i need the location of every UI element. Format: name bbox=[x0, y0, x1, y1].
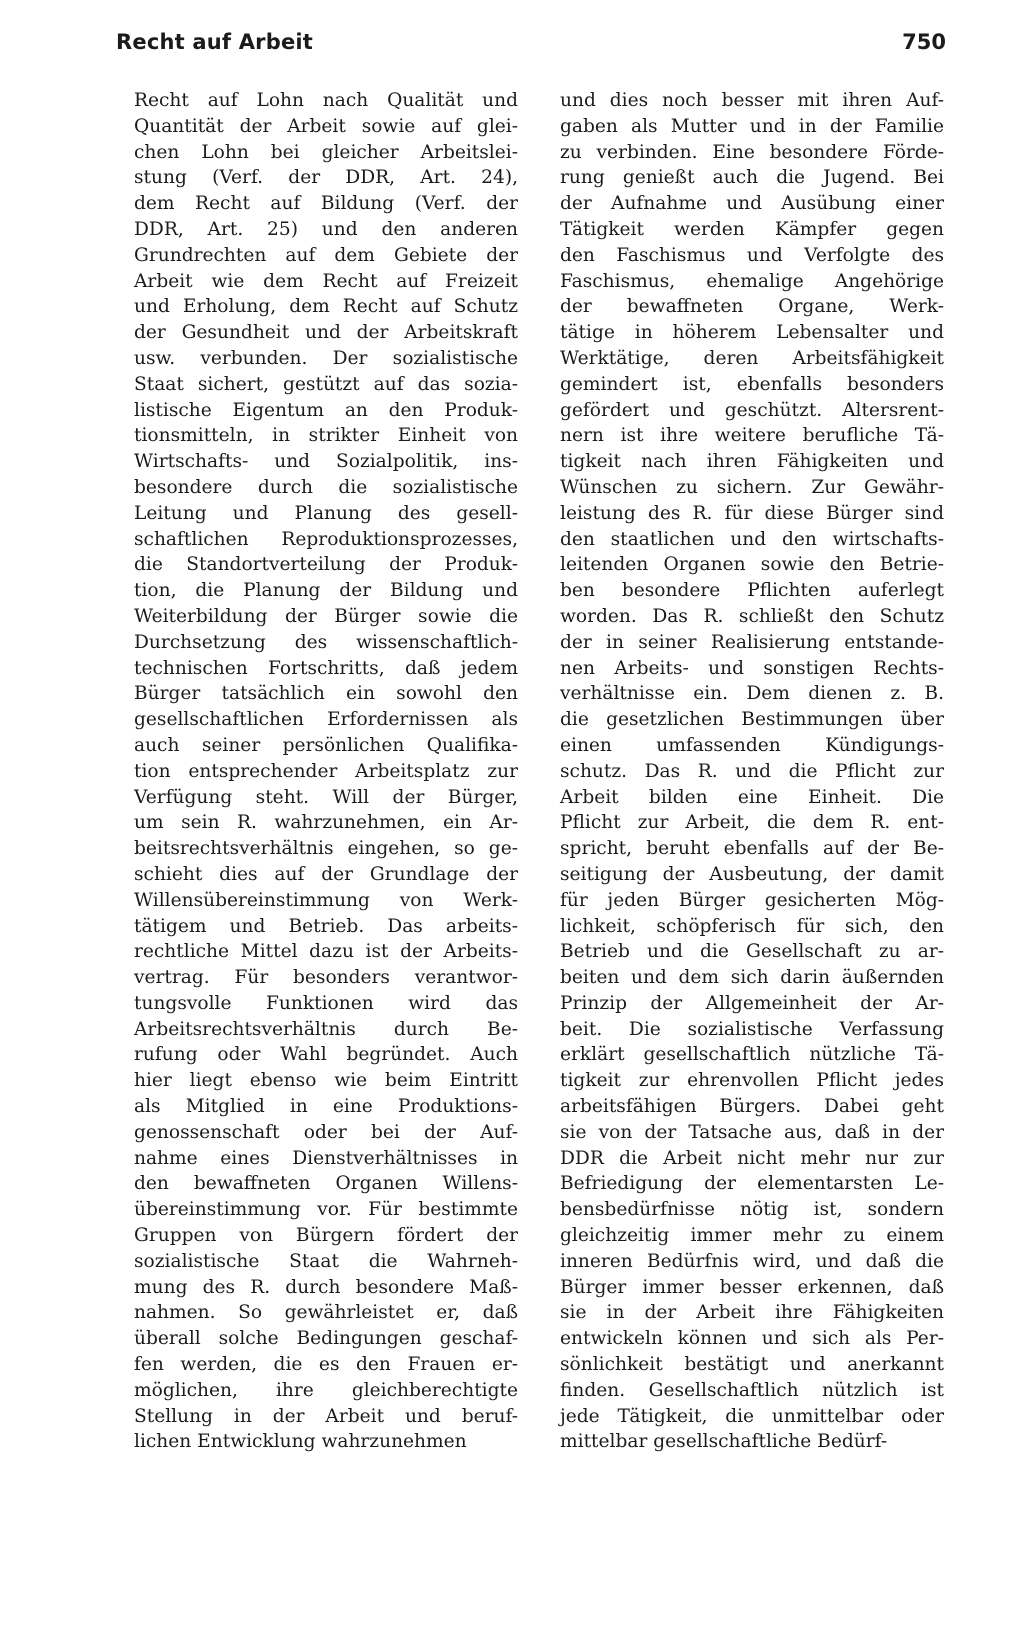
text-line: listische Eigentum an den Produk- bbox=[134, 399, 518, 421]
text-line: einen umfassenden Kündigungs- bbox=[560, 734, 944, 756]
text-line: arbeitsfähigen Bürgers. Dabei geht bbox=[560, 1096, 944, 1118]
text-line: finden. Gesellschaftlich nützlich ist bbox=[560, 1379, 944, 1401]
text-line: Bürger tatsächlich ein sowohl den bbox=[134, 683, 518, 705]
text-line: rung genießt auch die Jugend. Bei bbox=[560, 167, 944, 189]
text-line: sie in der Arbeit ihre Fähigkeiten bbox=[560, 1302, 944, 1324]
text-line: Gruppen von Bürgern fördert der bbox=[134, 1225, 518, 1247]
text-line: den bewaffneten Organen Willens- bbox=[134, 1173, 518, 1195]
text-line: Betrieb und die Gesellschaft zu ar- bbox=[560, 941, 944, 963]
text-line: möglichen, ihre gleichberechtigte bbox=[134, 1379, 518, 1401]
text-line: Quantität der Arbeit sowie auf glei- bbox=[134, 115, 518, 137]
text-line: ben besondere Pflichten auferlegt bbox=[560, 580, 944, 602]
text-line: Weiterbildung der Bürger sowie die bbox=[134, 605, 518, 627]
text-line: leistung des R. für diese Bürger sind bbox=[560, 502, 944, 524]
text-line: Arbeit bilden eine Einheit. Die bbox=[560, 786, 944, 808]
text-line: inneren Bedürfnis wird, und daß die bbox=[560, 1250, 944, 1272]
text-line: Prinzip der Allgemeinheit der Ar- bbox=[560, 992, 944, 1014]
text-line: vertrag. Für besonders verantwor- bbox=[134, 967, 518, 989]
text-line: Stellung in der Arbeit und beruf- bbox=[134, 1405, 518, 1427]
text-line: rechtliche Mittel dazu ist der Arbeits- bbox=[134, 941, 518, 963]
text-line: Tätigkeit werden Kämpfer gegen bbox=[560, 218, 944, 240]
text-line: tätige in höherem Lebensalter und bbox=[560, 322, 944, 344]
text-line: sie von der Tatsache aus, daß in der bbox=[560, 1121, 944, 1143]
text-line: technischen Fortschritts, daß jedem bbox=[134, 657, 518, 679]
text-line: chen Lohn bei gleicher Arbeitslei- bbox=[134, 141, 518, 163]
text-line: tätigem und Betrieb. Das arbeits- bbox=[134, 915, 518, 937]
text-line: als Mitglied in eine Produktions- bbox=[134, 1096, 518, 1118]
text-line: die gesetzlichen Bestimmungen über bbox=[560, 709, 944, 731]
text-line: Befriedigung der elementarsten Le- bbox=[560, 1173, 944, 1195]
text-line: dem Recht auf Bildung (Verf. der bbox=[134, 193, 518, 215]
text-line: nahmen. So gewährleistet er, daß bbox=[134, 1302, 518, 1324]
text-line: der Gesundheit und der Arbeitskraft bbox=[134, 322, 518, 344]
text-line: rufung oder Wahl begründet. Auch bbox=[134, 1044, 518, 1066]
page-header bbox=[116, 30, 946, 70]
text-line: nern ist ihre weitere berufliche Tä- bbox=[560, 425, 944, 447]
text-line: Wünschen zu sichern. Zur Gewähr- bbox=[560, 476, 944, 498]
text-line: tion entsprechender Arbeitsplatz zur bbox=[134, 760, 518, 782]
text-line: für jeden Bürger gesicherten Mög- bbox=[560, 889, 944, 911]
text-line: zu verbinden. Eine besondere Förde- bbox=[560, 141, 944, 163]
text-line: verhältnisse ein. Dem dienen z. B. bbox=[560, 683, 944, 705]
text-line: gaben als Mutter und in der Familie bbox=[560, 115, 944, 137]
text-line: auch seiner persönlichen Qualifika- bbox=[134, 734, 518, 756]
text-line: tigkeit nach ihren Fähigkeiten und bbox=[560, 451, 944, 473]
text-line: Recht auf Lohn nach Qualität und bbox=[134, 90, 518, 111]
text-line: lichen Entwicklung wahrzunehmen bbox=[134, 1431, 467, 1453]
text-line: Werktätige, deren Arbeitsfähigkeit bbox=[560, 347, 944, 369]
text-line: Bürger immer besser erkennen, daß bbox=[560, 1276, 944, 1298]
text-line: schaftlichen Reproduktionsprozesses, bbox=[134, 528, 518, 550]
text-line: tionsmitteln, in strikter Einheit von bbox=[134, 425, 518, 447]
text-line: besondere durch die sozialistische bbox=[134, 476, 518, 498]
text-line: und dies noch besser mit ihren Auf- bbox=[560, 90, 944, 111]
page-number: 750 bbox=[902, 30, 946, 54]
text-line: Durchsetzung des wissenschaftlich- bbox=[134, 631, 518, 653]
text-line: Staat sichert, gestützt auf das sozia- bbox=[134, 373, 518, 395]
text-line: der bewaffneten Organe, Werk- bbox=[560, 296, 944, 318]
text-line: lichkeit, schöpferisch für sich, den bbox=[560, 915, 944, 937]
text-line: tungsvolle Funktionen wird das bbox=[134, 992, 518, 1014]
text-line: beiten und dem sich darin äußernden bbox=[560, 967, 944, 989]
text-line: fen werden, die es den Frauen er- bbox=[134, 1354, 518, 1376]
text-line: DDR, Art. 25) und den anderen bbox=[134, 218, 518, 240]
text-line: mung des R. durch besondere Maß- bbox=[134, 1276, 518, 1298]
text-line: beit. Die sozialistische Verfassung bbox=[560, 1018, 944, 1040]
text-line: Verfügung steht. Will der Bürger, bbox=[134, 786, 518, 808]
text-line: Arbeit wie dem Recht auf Freizeit bbox=[134, 270, 518, 292]
text-line: nahme eines Dienstverhältnisses in bbox=[134, 1147, 518, 1169]
text-column-right bbox=[560, 88, 944, 1455]
text-line: stung (Verf. der DDR, Art. 24), bbox=[134, 167, 518, 189]
text-line: Faschismus, ehemalige Angehörige bbox=[560, 270, 944, 292]
text-line: gesellschaftlichen Erfordernissen als bbox=[134, 709, 518, 731]
text-line: erklärt gesellschaftlich nützliche Tä- bbox=[560, 1044, 944, 1066]
text-line: nen Arbeits- und sonstigen Rechts- bbox=[560, 657, 944, 679]
text-line: gemindert ist, ebenfalls besonders bbox=[560, 373, 944, 395]
running-head: Recht auf Arbeit bbox=[116, 30, 314, 54]
text-line: sönlichkeit bestätigt und anerkannt bbox=[560, 1354, 944, 1376]
text-line: Arbeitsrechtsverhältnis durch Be- bbox=[134, 1018, 518, 1040]
text-line: Pflicht zur Arbeit, die dem R. ent- bbox=[560, 812, 944, 834]
text-line: um sein R. wahrzunehmen, ein Ar- bbox=[134, 812, 518, 834]
text-line: entwickeln können und sich als Per- bbox=[560, 1328, 944, 1350]
text-line: DDR die Arbeit nicht mehr nur zur bbox=[560, 1147, 944, 1169]
text-line: seitigung der Ausbeutung, der damit bbox=[560, 863, 944, 885]
text-line: der Aufnahme und Ausübung einer bbox=[560, 193, 944, 215]
text-line: den Faschismus und Verfolgte des bbox=[560, 244, 944, 266]
text-line: die Standortverteilung der Produk- bbox=[134, 554, 518, 576]
text-line: überall solche Bedingungen geschaf- bbox=[134, 1328, 518, 1350]
text-line: Wirtschafts- und Sozialpolitik, ins- bbox=[134, 451, 518, 473]
text-column-left bbox=[134, 88, 518, 1455]
text-line: übereinstimmung vor. Für bestimmte bbox=[134, 1199, 518, 1221]
text-line: sozialistische Staat die Wahrneh- bbox=[134, 1250, 518, 1272]
text-line: den staatlichen und den wirtschafts- bbox=[560, 528, 944, 550]
text-line: Grundrechten auf dem Gebiete der bbox=[134, 244, 518, 266]
text-line: mittelbar gesellschaftliche Bedürf- bbox=[560, 1431, 888, 1453]
text-line: genossenschaft oder bei der Auf- bbox=[134, 1121, 518, 1143]
text-line: usw. verbunden. Der sozialistische bbox=[134, 347, 518, 369]
text-line: und Erholung, dem Recht auf Schutz bbox=[134, 296, 518, 318]
text-line: schieht dies auf der Grundlage der bbox=[134, 863, 518, 885]
text-line: gleichzeitig immer mehr zu einem bbox=[560, 1225, 944, 1247]
text-line: bensbedürfnisse nötig ist, sondern bbox=[560, 1199, 944, 1221]
text-line: worden. Das R. schließt den Schutz bbox=[560, 605, 944, 627]
text-line: Leitung und Planung des gesell- bbox=[134, 502, 518, 524]
text-line: beitsrechtsverhältnis eingehen, so ge- bbox=[134, 838, 518, 860]
text-line: tion, die Planung der Bildung und bbox=[134, 580, 518, 602]
text-line: gefördert und geschützt. Altersrent- bbox=[560, 399, 944, 421]
text-line: der in seiner Realisierung entstande- bbox=[560, 631, 944, 653]
text-line: tigkeit zur ehrenvollen Pflicht jedes bbox=[560, 1070, 944, 1092]
text-line: spricht, beruht ebenfalls auf der Be- bbox=[560, 838, 944, 860]
text-line: hier liegt ebenso wie beim Eintritt bbox=[134, 1070, 518, 1092]
text-line: jede Tätigkeit, die unmittelbar oder bbox=[560, 1405, 944, 1427]
text-line: schutz. Das R. und die Pflicht zur bbox=[560, 760, 944, 782]
text-line: leitenden Organen sowie den Betrie- bbox=[560, 554, 944, 576]
text-line: Willensübereinstimmung von Werk- bbox=[134, 889, 518, 911]
